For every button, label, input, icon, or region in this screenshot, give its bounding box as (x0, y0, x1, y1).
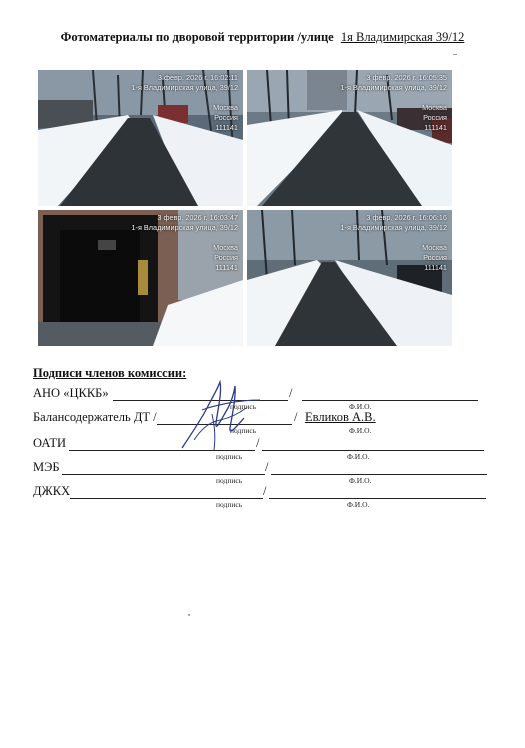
row-ano-fio-caption: Ф.И.О. (349, 402, 372, 411)
photo-1-country: Россия (214, 113, 238, 122)
row-oati-fio-line (262, 450, 484, 451)
row-oati-signature-caption: подпись (216, 452, 243, 461)
handwritten-signature (172, 378, 267, 456)
photo-3-country: Россия (214, 253, 238, 262)
photo-3-datetime: 3 февр. 2026 г. 16:03:47 (157, 213, 238, 222)
photo-3-stamp (131, 213, 238, 273)
photo-2-city: Москва (422, 103, 447, 112)
photo-2 (247, 70, 452, 206)
row-djkh-fio-caption: Ф.И.О. (347, 500, 370, 509)
document-title (0, 30, 525, 45)
row-balance-signature-caption: подпись (230, 426, 257, 435)
row-meb-signature-line (62, 474, 265, 475)
photo-2-street: 1-я Владимирская улица, 39/12 (340, 83, 447, 92)
photo-3 (38, 210, 243, 346)
row-oati-fio-caption: Ф.И.О. (347, 452, 370, 461)
photo-4-datetime: 3 февр. 2026 г. 16:06:16 (366, 213, 447, 222)
row-djkh-fio-line (269, 498, 486, 499)
photo-1-city: Москва (213, 103, 238, 112)
photo-1 (38, 70, 243, 206)
photo-4-street: 1-я Владимирская улица, 39/12 (340, 223, 447, 232)
photo-2-datetime: 3 февр. 2026 г. 16:05:35 (366, 73, 447, 82)
row-balance-label (33, 410, 157, 425)
row-meb-label: МЭБ (33, 460, 60, 474)
row-balance-name: Евликов А.В. (305, 410, 376, 424)
scan-dot (188, 614, 190, 616)
photo-2-stamp (340, 73, 447, 133)
scan-speck (453, 54, 457, 55)
photo-grid (38, 70, 453, 348)
photo-2-country: Россия (423, 113, 447, 122)
photo-1-datetime: 3 февр. 2026 г. 16:02:11 (157, 73, 238, 82)
photo-4-country: Россия (423, 253, 447, 262)
row-meb-signature-caption: подпись (216, 476, 243, 485)
row-ano-fio-line (302, 400, 478, 401)
row-oati-slash: / (256, 436, 260, 450)
photo-3-city: Москва (213, 243, 238, 252)
row-balance-slash: / (294, 410, 298, 424)
row-meb-fio-caption: Ф.И.О. (349, 476, 372, 485)
row-meb-fio-line (271, 474, 487, 475)
photo-4-city: Москва (422, 243, 447, 252)
signatures-heading: Подписи членов комиссии: (33, 366, 187, 380)
photo-1-index: 111141 (215, 123, 238, 132)
row-ano-slash: / (289, 386, 293, 400)
row-meb-slash: / (265, 460, 269, 474)
row-ano-signature-caption: подпись (230, 402, 257, 411)
photo-3-index: 111141 (215, 263, 238, 272)
row-djkh-signature-caption: подпись (216, 500, 243, 509)
row-balance-fio-caption: Ф.И.О. (349, 426, 372, 435)
photo-4-index: 111141 (424, 263, 447, 272)
photo-1-street: 1-я Владимирская улица, 39/12 (131, 83, 238, 92)
row-ano-label: АНО «ЦККБ» (33, 386, 109, 400)
row-balance-label-text: Балансодержатель ДТ (33, 410, 151, 424)
title-address: 1я Владимирская 39/12 (340, 30, 465, 44)
photo-3-street: 1-я Владимирская улица, 39/12 (131, 223, 238, 232)
photo-4-stamp (340, 213, 447, 273)
row-djkh-signature-line (70, 498, 263, 499)
row-balance-prefix-slash: / (153, 410, 157, 424)
row-djkh-slash: / (263, 484, 267, 498)
photo-1-stamp (131, 73, 238, 133)
row-oati-label: ОАТИ (33, 436, 66, 450)
title-text: Фотоматериалы по дворовой территории /улице (60, 30, 334, 44)
photo-4 (247, 210, 452, 346)
row-djkh-label: ДЖКХ (33, 484, 71, 498)
photo-2-index: 111141 (424, 123, 447, 132)
